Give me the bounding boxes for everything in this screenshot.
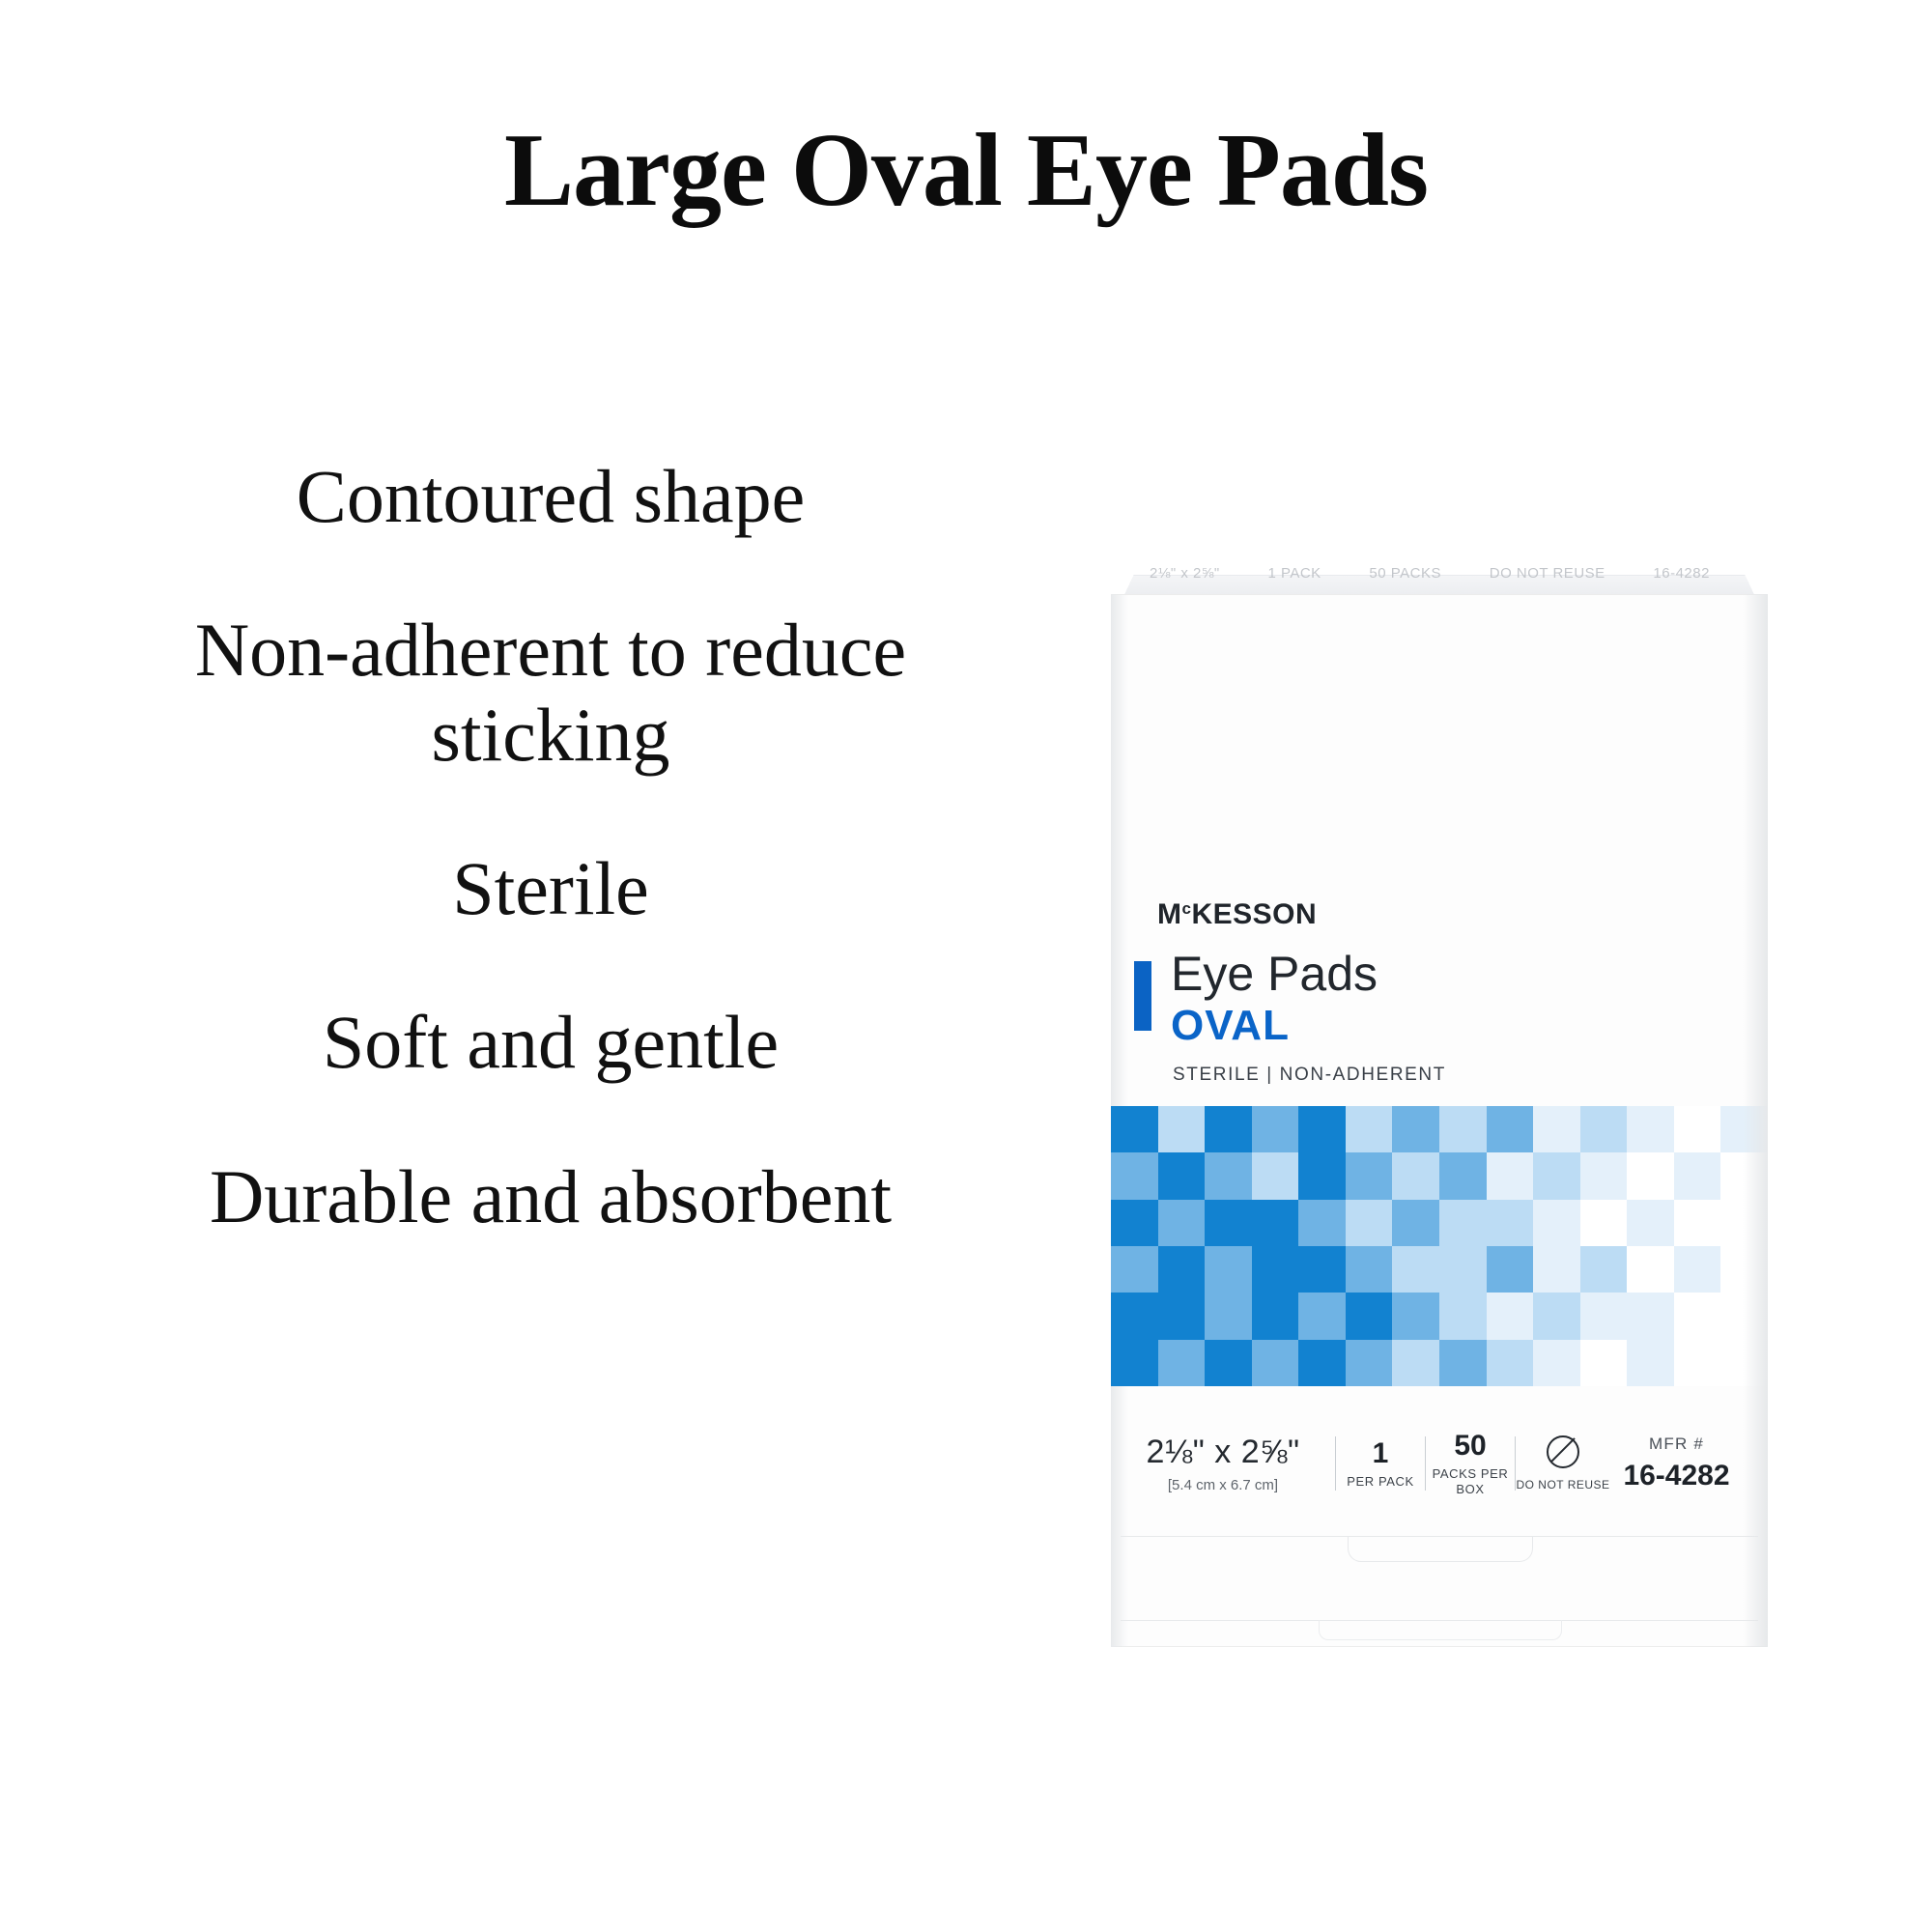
checker-cell bbox=[1487, 1152, 1534, 1199]
list-item: Sterile bbox=[452, 846, 649, 931]
checker-cell bbox=[1674, 1340, 1721, 1386]
checker-cell bbox=[1533, 1246, 1580, 1293]
checker-cell bbox=[1439, 1340, 1487, 1386]
checker-cell bbox=[1627, 1200, 1674, 1246]
checker-cell bbox=[1627, 1152, 1674, 1199]
list-item: Durable and absorbent bbox=[209, 1153, 893, 1238]
checker-cell bbox=[1674, 1293, 1721, 1339]
checker-cell bbox=[1298, 1246, 1346, 1293]
checker-cell bbox=[1111, 1200, 1158, 1246]
spec-packs-per-box-count: 50 bbox=[1454, 1429, 1487, 1462]
checker-cell bbox=[1205, 1152, 1252, 1199]
brand-name: $M^cKESSON$ bbox=[1157, 898, 1318, 930]
checker-cell bbox=[1439, 1106, 1487, 1152]
checker-cell bbox=[1392, 1293, 1439, 1339]
list-item: Non-adherent to reduce sticking bbox=[194, 608, 907, 777]
carton-tab-notch bbox=[1348, 1536, 1533, 1562]
checker-cell bbox=[1720, 1152, 1768, 1199]
checker-cell bbox=[1298, 1152, 1346, 1199]
checker-cell bbox=[1111, 1246, 1158, 1293]
spec-per-pack bbox=[1336, 1437, 1425, 1490]
checker-cell bbox=[1205, 1246, 1252, 1293]
checker-cell bbox=[1674, 1106, 1721, 1152]
checker-cell bbox=[1158, 1246, 1206, 1293]
checker-cell bbox=[1627, 1340, 1674, 1386]
checker-cell bbox=[1346, 1152, 1393, 1199]
checker-cell bbox=[1346, 1293, 1393, 1339]
checker-cell bbox=[1720, 1106, 1768, 1152]
feature-list bbox=[58, 454, 1043, 1238]
checker-cell bbox=[1627, 1293, 1674, 1339]
spec-per-pack-count: 1 bbox=[1372, 1436, 1389, 1469]
checker-cell bbox=[1111, 1293, 1158, 1339]
checker-cell bbox=[1111, 1340, 1158, 1386]
carton-tab-notch bbox=[1319, 1620, 1562, 1640]
brand-logo bbox=[1157, 898, 1317, 931]
checker-cell bbox=[1580, 1246, 1628, 1293]
checker-cell bbox=[1346, 1200, 1393, 1246]
box-top-flap-text bbox=[1111, 565, 1748, 582]
checker-cell bbox=[1392, 1106, 1439, 1152]
checker-cell bbox=[1205, 1340, 1252, 1386]
checker-cell bbox=[1674, 1152, 1721, 1199]
checker-cell bbox=[1487, 1246, 1534, 1293]
spec-per-pack-label: PER PACK bbox=[1347, 1473, 1414, 1489]
checker-cell bbox=[1252, 1246, 1299, 1293]
checker-cell bbox=[1439, 1200, 1487, 1246]
checker-cell bbox=[1346, 1106, 1393, 1152]
checker-cell bbox=[1158, 1200, 1206, 1246]
checker-cell bbox=[1158, 1340, 1206, 1386]
spec-packs-per-box bbox=[1426, 1430, 1515, 1498]
checker-cell bbox=[1346, 1246, 1393, 1293]
spec-size-metric: [5.4 cm x 6.7 cm] bbox=[1167, 1477, 1279, 1493]
top-flap-packs: 50 PACKS bbox=[1369, 565, 1442, 582]
checker-cell bbox=[1487, 1293, 1534, 1339]
page-title: Large Oval Eye Pads bbox=[504, 113, 1428, 228]
checker-pattern-band bbox=[1111, 1106, 1768, 1386]
blue-accent-bar bbox=[1134, 961, 1151, 1031]
checker-cell bbox=[1252, 1340, 1299, 1386]
box-front-face bbox=[1111, 594, 1768, 1647]
checker-cell bbox=[1205, 1106, 1252, 1152]
checker-cell bbox=[1298, 1200, 1346, 1246]
checker-cell bbox=[1533, 1200, 1580, 1246]
checker-cell bbox=[1298, 1106, 1346, 1152]
product-variant: OVAL bbox=[1171, 1002, 1290, 1049]
spec-packs-per-box-label: PACKS PER BOX bbox=[1432, 1465, 1509, 1496]
list-item: Soft and gentle bbox=[322, 1000, 780, 1085]
list-item: Contoured shape bbox=[296, 454, 806, 538]
checker-cell bbox=[1298, 1340, 1346, 1386]
checker-cell bbox=[1439, 1246, 1487, 1293]
checker-cell bbox=[1627, 1246, 1674, 1293]
checker-cell bbox=[1580, 1106, 1628, 1152]
checker-cell bbox=[1158, 1106, 1206, 1152]
spec-do-not-reuse-label: DO NOT REUSE bbox=[1516, 1477, 1610, 1492]
spec-mfr-label: MFR # bbox=[1649, 1435, 1704, 1453]
checker-cell bbox=[1252, 1200, 1299, 1246]
checker-cell bbox=[1298, 1293, 1346, 1339]
spec-do-not-reuse bbox=[1516, 1435, 1610, 1492]
spec-mfr-number: 16-4282 bbox=[1623, 1460, 1730, 1492]
checker-cell bbox=[1533, 1152, 1580, 1199]
spec-size bbox=[1111, 1434, 1335, 1493]
checker-cell bbox=[1533, 1293, 1580, 1339]
checker-cell bbox=[1533, 1106, 1580, 1152]
checker-cell bbox=[1580, 1340, 1628, 1386]
checker-cell bbox=[1392, 1152, 1439, 1199]
checker-cell bbox=[1158, 1293, 1206, 1339]
checker-cell bbox=[1487, 1340, 1534, 1386]
checker-cell bbox=[1487, 1106, 1534, 1152]
checker-cell bbox=[1439, 1152, 1487, 1199]
checker-cell bbox=[1346, 1340, 1393, 1386]
product-name: Eye Pads bbox=[1171, 947, 1378, 1001]
checker-cell bbox=[1111, 1152, 1158, 1199]
checker-cell bbox=[1158, 1152, 1206, 1199]
checker-cell bbox=[1252, 1106, 1299, 1152]
top-flap-per-pack: 1 PACK bbox=[1267, 565, 1321, 582]
product-box-image bbox=[1111, 555, 1768, 1652]
checker-cell bbox=[1533, 1340, 1580, 1386]
checker-cell bbox=[1580, 1152, 1628, 1199]
checker-cell bbox=[1720, 1246, 1768, 1293]
checker-cell bbox=[1580, 1293, 1628, 1339]
checker-cell bbox=[1392, 1340, 1439, 1386]
spec-size-imperial: 2⅛" x 2⅝" bbox=[1146, 1434, 1300, 1470]
spec-row bbox=[1111, 1410, 1768, 1517]
checker-cell bbox=[1439, 1293, 1487, 1339]
top-flap-size: 2⅛" x 2⅝" bbox=[1150, 565, 1220, 582]
top-flap-mfr: 16-4282 bbox=[1653, 565, 1710, 582]
checker-cell bbox=[1627, 1106, 1674, 1152]
checker-cell bbox=[1392, 1200, 1439, 1246]
checker-cell bbox=[1111, 1106, 1158, 1152]
checker-cell bbox=[1205, 1200, 1252, 1246]
checker-cell bbox=[1720, 1340, 1768, 1386]
checker-cell bbox=[1252, 1293, 1299, 1339]
checker-cell bbox=[1674, 1200, 1721, 1246]
spec-mfr bbox=[1610, 1435, 1768, 1492]
top-flap-reuse: DO NOT REUSE bbox=[1489, 565, 1605, 582]
checker-cell bbox=[1580, 1200, 1628, 1246]
checker-cell bbox=[1720, 1200, 1768, 1246]
do-not-reuse-icon bbox=[1547, 1435, 1579, 1468]
checker-cell bbox=[1252, 1152, 1299, 1199]
checker-cell bbox=[1720, 1293, 1768, 1339]
checker-cell bbox=[1487, 1200, 1534, 1246]
product-claims: STERILE | NON-ADHERENT bbox=[1173, 1065, 1446, 1085]
checker-cell bbox=[1205, 1293, 1252, 1339]
checker-cell bbox=[1392, 1246, 1439, 1293]
checker-cell bbox=[1674, 1246, 1721, 1293]
